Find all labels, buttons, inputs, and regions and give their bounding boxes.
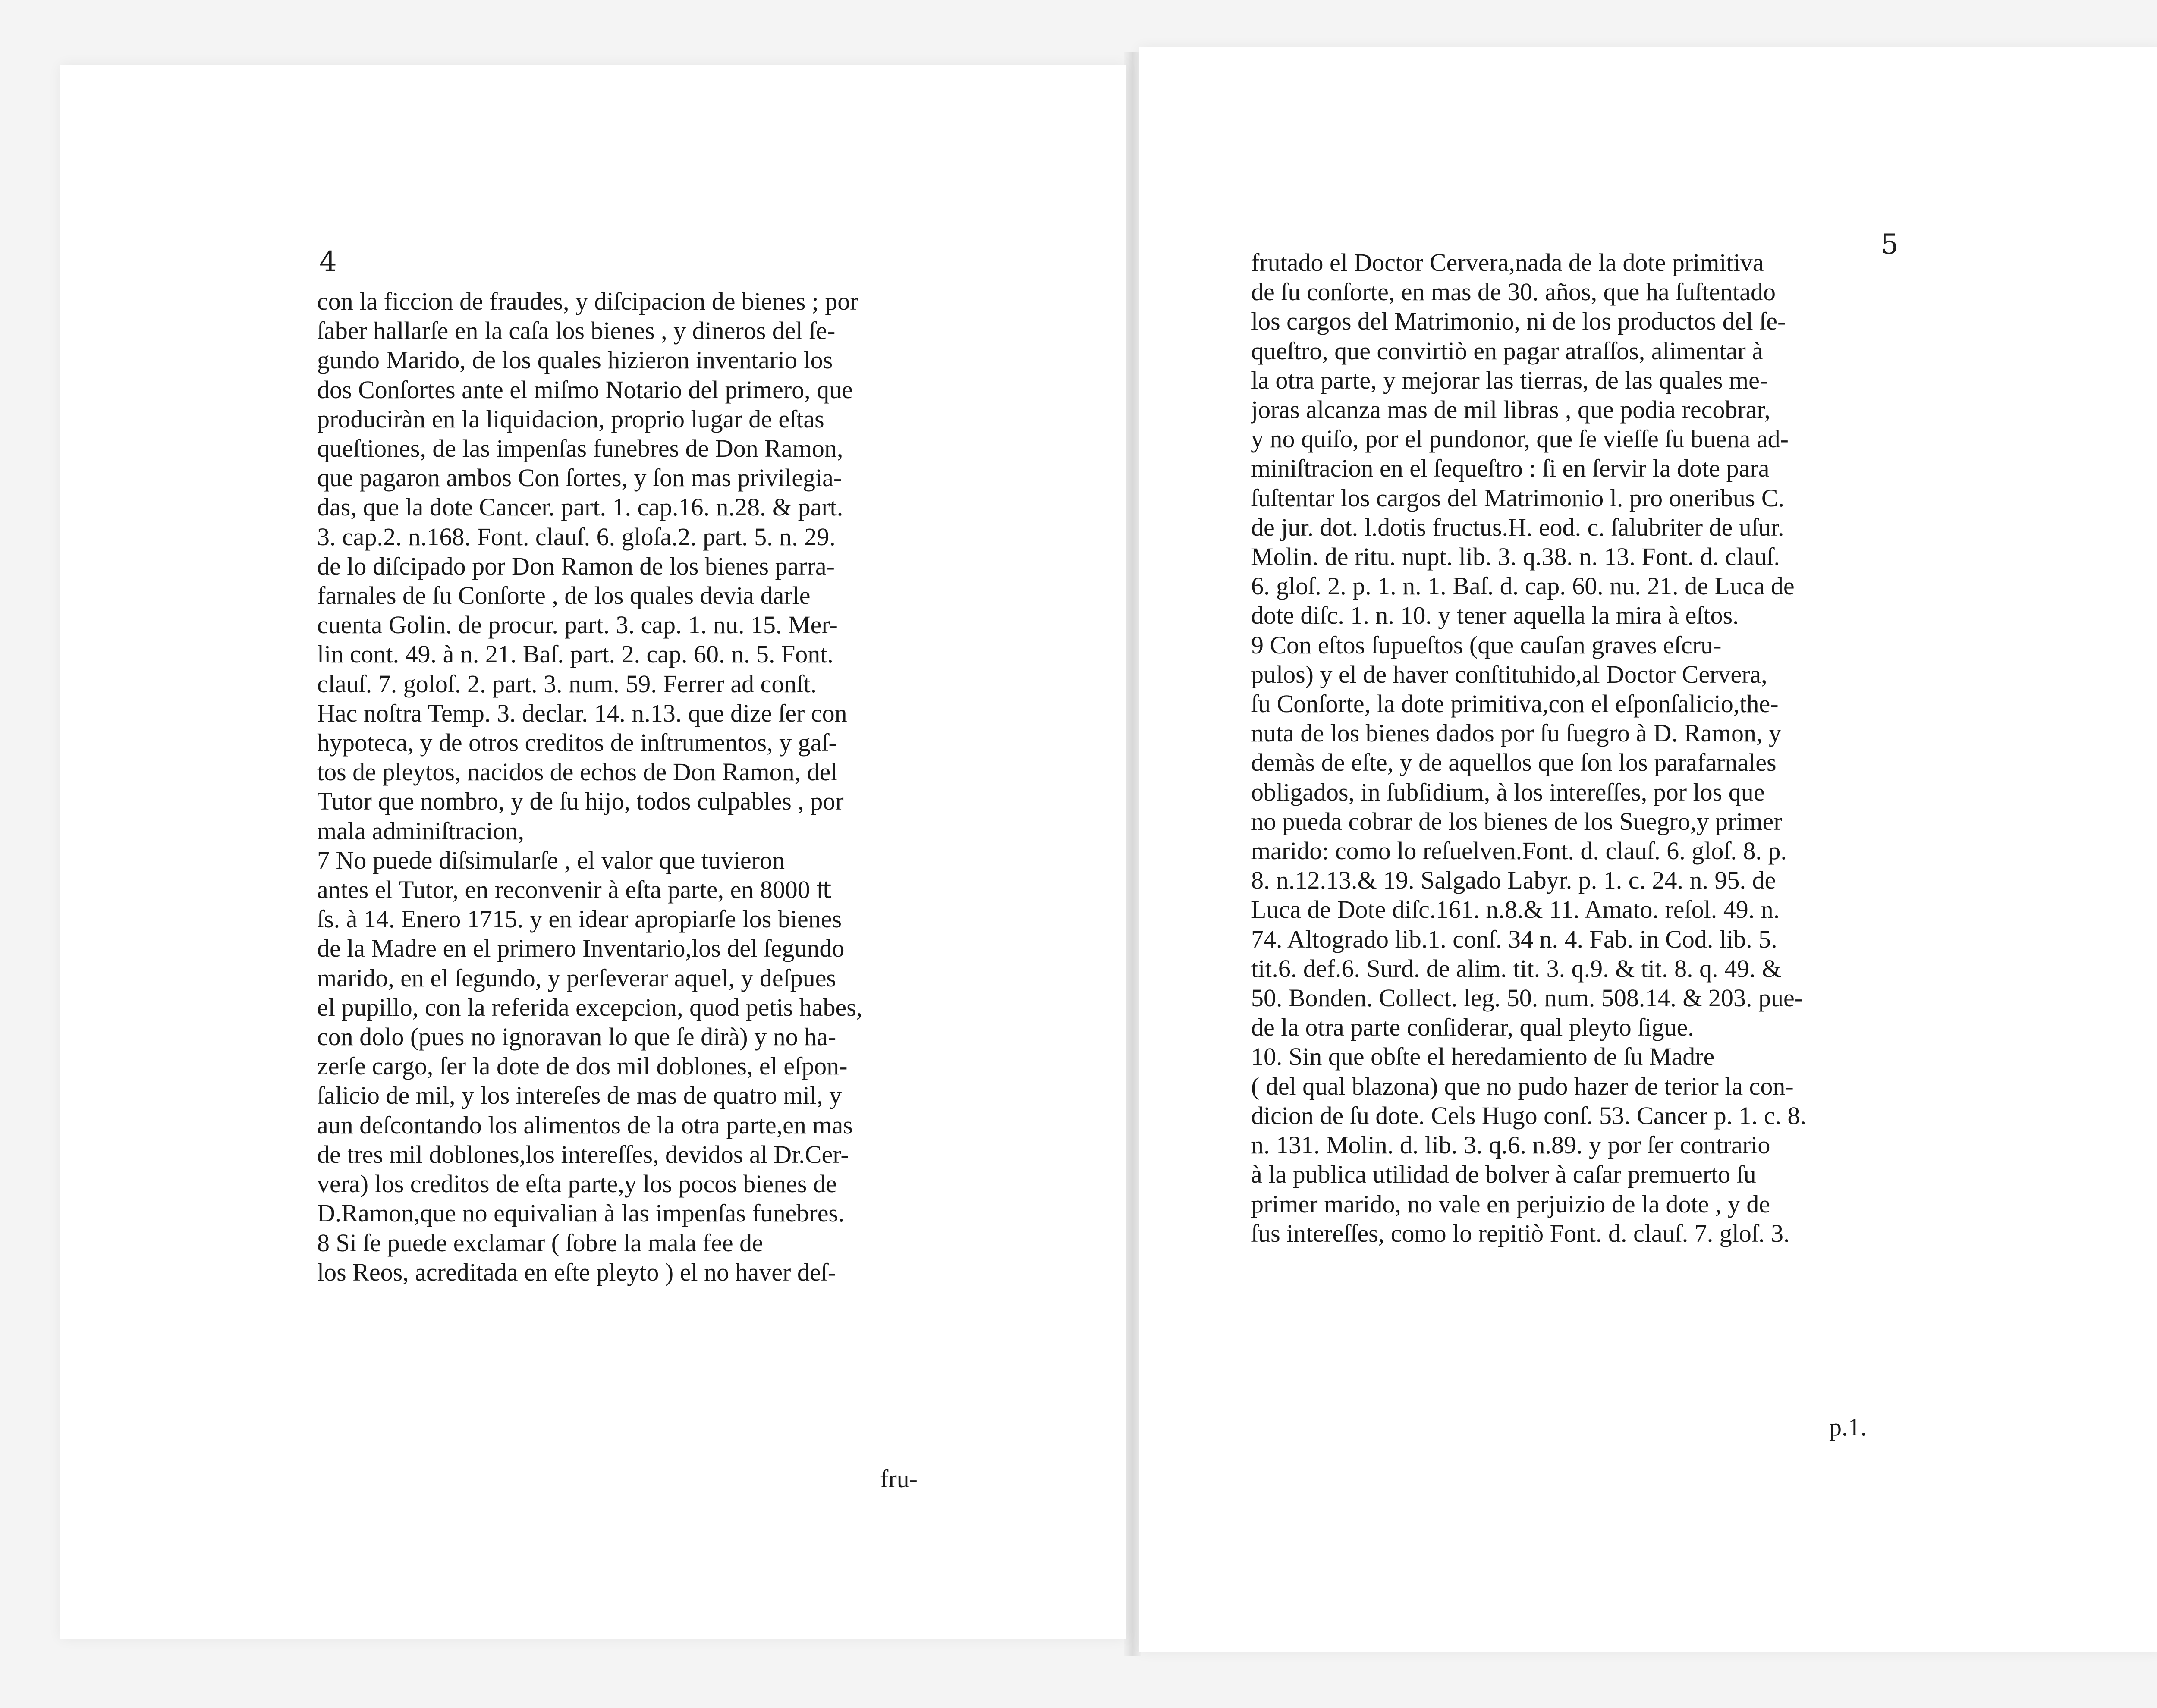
text-line: marido: como lo reſuelven.Font. d. clauſ. 6. gloſ. 8. p. [1251, 837, 1787, 865]
text-line: Molin. de ritu. nupt. lib. 3. q.38. n. 13. Font. d. clauſ. [1251, 543, 1780, 571]
text-line: 10. Sin que obſte el heredamiento de ſu Madre [1251, 1042, 1715, 1071]
left-page-number: 4 [319, 246, 337, 278]
text-line: de tres mil doblones,los intereſſes, devidos al Dr.Cer- [317, 1140, 849, 1168]
book-gutter [1124, 52, 1141, 1656]
text-line: marido, en el ſegundo, y perſeverar aquel, y deſpues [317, 964, 836, 992]
text-line: tit.6. def.6. Surd. de alim. tit. 3. q.9. & tit. 8. q. 49. & [1251, 954, 1782, 983]
text-line: mala adminiſtracion, [317, 816, 524, 845]
text-line: de la otra parte conſiderar, qual pleyto ſigue. [1251, 1013, 1694, 1042]
text-line: 9 Con eſtos ſupueſtos (que cauſan graves eſcru- [1251, 631, 1722, 659]
text-line: que pagaron ambos Con ſortes, y ſon mas privilegia- [317, 464, 842, 492]
text-line: antes el Tutor, en reconvenir à eſta parte, en 8000 ₶ [317, 876, 832, 904]
text-line: à la publica utilidad de bolver à caſar premuerto ſu [1251, 1160, 1756, 1189]
text-line: demàs de eſte, y de aquellos que ſon los parafarnales [1251, 748, 1777, 777]
text-line: gundo Marido, de los quales hizieron inventario los [317, 346, 833, 374]
text-line: ( del qual blazona) que no pudo hazer de terior la con- [1251, 1072, 1794, 1100]
text-line: Hac noſtra Temp. 3. declar. 14. n.13. que dize ſer con [317, 699, 847, 727]
text-line: de jur. dot. l.dotis fructus.H. eod. c. ſalubriter de uſur. [1251, 513, 1784, 541]
right-page-number: 5 [1881, 229, 1899, 261]
text-line: no pueda cobrar de los bienes de los Suegro,y primer [1251, 807, 1782, 835]
text-line: produciràn en la liquidacion, proprio lugar de eſtas [317, 405, 824, 433]
text-line: miniſtracion en el ſequeſtro : ſi en ſervir la dote para [1251, 454, 1770, 483]
text-line: los cargos del Matrimonio, ni de los productos del ſe- [1251, 307, 1786, 336]
text-line: pulos) y el de haver conſtituhido,al Doctor Cervera, [1251, 660, 1767, 688]
text-line: aun deſcontando los alimentos de la otra parte,en mas [317, 1111, 853, 1139]
text-line: de la Madre en el primero Inventario,los del ſegundo [317, 934, 845, 963]
text-line: dote diſc. 1. n. 10. y tener aquella la mira à eſtos. [1251, 601, 1739, 630]
text-line: dicion de ſu dote. Cels Hugo conſ. 53. Cancer p. 1. c. 8. [1251, 1101, 1807, 1130]
text-line: Luca de Dote diſc.161. n.8.& 11. Amato. reſol. 49. n. [1251, 895, 1780, 924]
text-line: los Reos, acreditada en eſte pleyto ) el no haver deſ- [317, 1258, 836, 1286]
text-line: de lo diſcipado por Don Ramon de los bienes parra- [317, 552, 835, 580]
text-line: 8. n.12.13.& 19. Salgado Labyr. p. 1. c. 24. n. 95. de [1251, 866, 1776, 895]
text-line: hypoteca, y de otros creditos de inſtrumentos, y gaſ- [317, 728, 837, 757]
text-line: vera) los creditos de eſta parte,y los pocos bienes de [317, 1170, 837, 1198]
text-line: la otra parte, y mejorar las tierras, de las quales me- [1251, 366, 1768, 394]
text-line: 8 Si ſe puede exclamar ( ſobre la mala fee de [317, 1228, 763, 1257]
text-line: 3. cap.2. n.168. Font. clauſ. 6. gloſa.2. part. 5. n. 29. [317, 522, 836, 551]
right-page-text [1251, 248, 1933, 1248]
text-line: queſtiones, de las impenſas funebres de Don Ramon, [317, 434, 843, 463]
text-line: con dolo (pues no ignoravan lo que ſe dirà) y no ha- [317, 1023, 836, 1051]
text-line: ſuſtentar los cargos del Matrimonio l. pro oneribus C. [1251, 484, 1785, 512]
text-line: ſalicio de mil, y los intereſes de mas de quatro mil, y [317, 1081, 842, 1110]
text-line: ſu Conſorte, la dote primitiva,con el eſponſalicio,the- [1251, 690, 1779, 718]
text-line: das, que la dote Cancer. part. 1. cap.16. n.28. & part. [317, 493, 843, 521]
text-line: Tutor que nombro, y de ſu hijo, todos culpables , por [317, 787, 844, 816]
text-line: ſus intereſſes, como lo repitiò Font. d. clauſ. 7. gloſ. 3. [1251, 1219, 1790, 1247]
text-line: el pupillo, con la referida excepcion, quod petis habes, [317, 993, 863, 1021]
text-line: con la ficcion de fraudes, y diſcipacion de bienes ; por [317, 287, 858, 315]
text-line: cuenta Golin. de procur. part. 3. cap. 1. nu. 15. Mer- [317, 611, 838, 639]
text-line: primer marido, no vale en perjuizio de la dote , y de [1251, 1190, 1770, 1218]
right-page-catchword: p.1. [1829, 1413, 1867, 1441]
text-line: n. 131. Molin. d. lib. 3. q.6. n.89. y por ſer contrario [1251, 1131, 1770, 1159]
text-line: lin cont. 49. à n. 21. Baſ. part. 2. cap. 60. n. 5. Font. [317, 640, 833, 669]
text-line: queſtro, que convirtiò en pagar atraſſos, alimentar à [1251, 336, 1763, 365]
text-line: zerſe cargo, ſer la dote de dos mil doblones, el eſpon- [317, 1052, 848, 1080]
text-line: tos de pleytos, nacidos de echos de Don Ramon, del [317, 758, 838, 786]
text-line: frutado el Doctor Cervera,nada de la dote primitiva [1251, 248, 1764, 276]
text-line: clauſ. 7. goloſ. 2. part. 3. num. 59. Ferrer ad conſt. [317, 669, 817, 698]
right-page [1139, 47, 2157, 1652]
text-line: D.Ramon,que no equivalian à las impenſas funebres. [317, 1199, 845, 1228]
text-line: 50. Bonden. Collect. leg. 50. num. 508.14. & 203. pue- [1251, 984, 1803, 1012]
text-line: 7 No puede diſsimularſe , el valor que tuvieron [317, 846, 785, 874]
text-line: nuta de los bienes dados por ſu ſuegro à D. Ramon, y [1251, 719, 1782, 747]
left-page [60, 65, 1126, 1639]
text-line: obligados, in ſubſidium, à los intereſſes, por los que [1251, 778, 1765, 806]
text-line: 74. Altogrado lib.1. conſ. 34 n. 4. Fab. in Cod. lib. 5. [1251, 925, 1777, 953]
text-line: ſs. à 14. Enero 1715. y en idear apropiarſe los bienes [317, 905, 842, 933]
text-line: y no quiſo, por el pundonor, que ſe vieſſe ſu buena ad- [1251, 425, 1789, 453]
text-line: de ſu conſorte, en mas de 30. años, que ha ſuſtentado [1251, 278, 1776, 306]
text-line: ſaber hallarſe en la caſa los bienes , y dineros del ſe- [317, 317, 836, 345]
left-page-text [317, 287, 1016, 1287]
text-line: farnales de ſu Conſorte , de los quales devia darle [317, 581, 811, 610]
left-page-catchword: fru- [880, 1465, 918, 1493]
text-line: 6. gloſ. 2. p. 1. n. 1. Baſ. d. cap. 60. nu. 21. de Luca de [1251, 572, 1795, 600]
text-line: dos Conſortes ante el miſmo Notario del primero, que [317, 375, 853, 404]
text-line: joras alcanza mas de mil libras , que podia recobrar, [1251, 396, 1770, 424]
